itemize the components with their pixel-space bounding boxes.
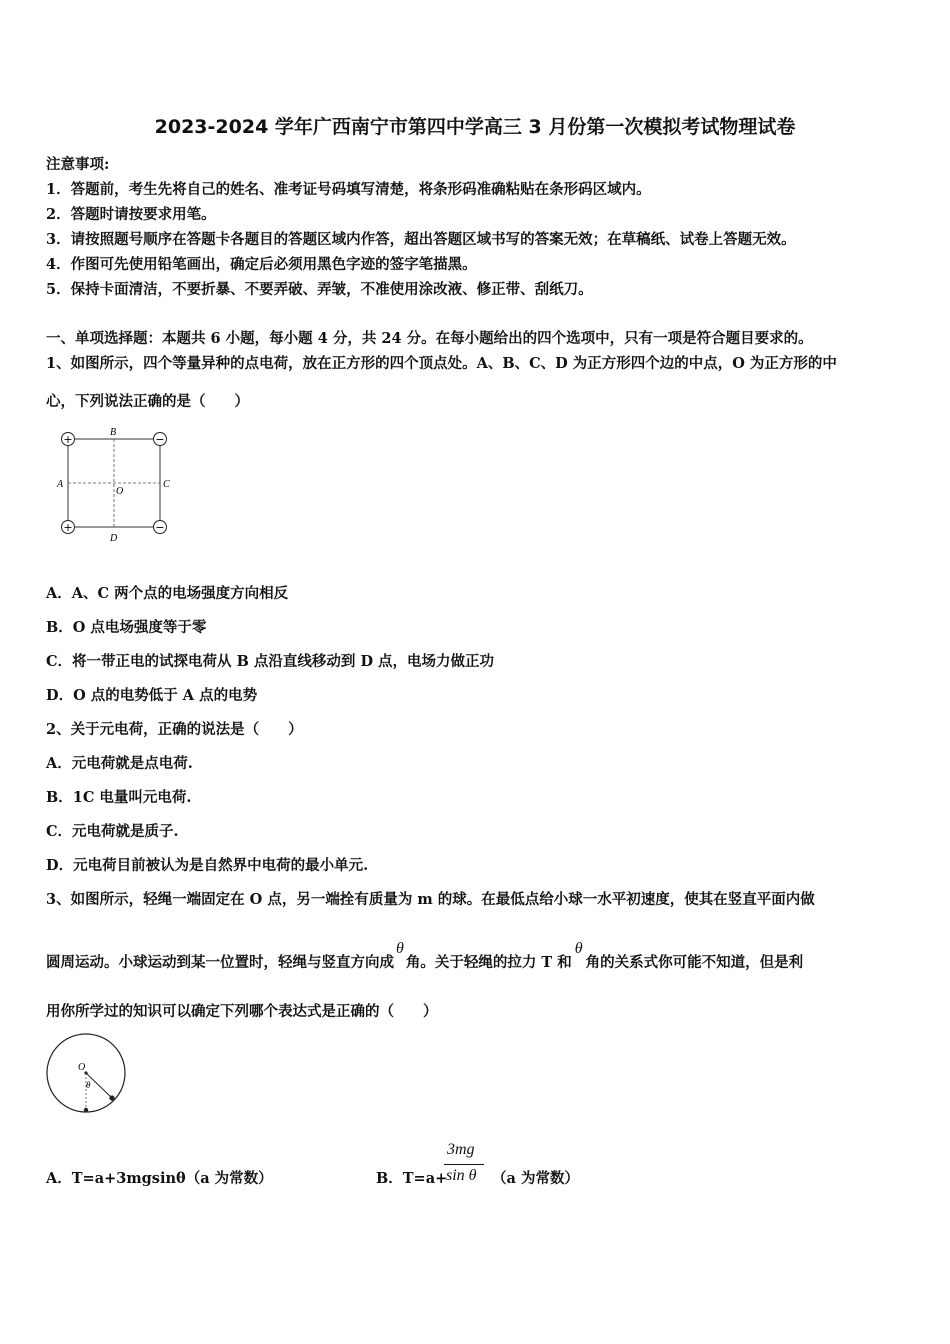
notice-item: 5．保持卡面清洁，不要折暴、不要弄破、弄皱，不准使用涂改液、修正带、刮纸刀。 — [46, 281, 593, 298]
question-stem: 1、如图所示，四个等量异种的点电荷，放在正方形的四个顶点处。A、B、C、D 为正方形四个边的中点，O 为正方形的中 — [46, 355, 837, 372]
option-d: D．O 点的电势低于 A 点的电势 — [46, 687, 258, 704]
fraction-numerator: 3mg — [447, 1141, 475, 1158]
square-charges-figure — [54, 424, 178, 546]
ball-icon — [109, 1095, 114, 1100]
notice-item: 3．请按照题号顺序在答题卡各题目的答题区域内作答，超出答题区域书写的答案无效；在草稿纸、试卷上答题无效。 — [46, 231, 796, 248]
notice-heading: 注意事项: — [46, 156, 110, 173]
negative-charge-icon — [154, 521, 167, 535]
negative-charge-icon — [154, 433, 167, 447]
label-c: C — [163, 479, 170, 490]
question-stem: 2、关于元电荷，正确的说法是（ ） — [46, 721, 303, 738]
option-a: A．T=a+3mgsinθ（a 为常数） — [46, 1170, 273, 1187]
label-d: D — [110, 533, 118, 544]
option-b: B．O 点电场强度等于零 — [46, 619, 207, 636]
label-o: O — [78, 1062, 86, 1073]
theta-symbol: θ — [396, 940, 404, 957]
option-b-suffix: （a 为常数） — [492, 1170, 579, 1187]
notice-item: 1．答题前，考生先将自己的姓名、准考证号码填写清楚，将条形码准确粘贴在条形码区域内。 — [46, 181, 651, 198]
notice-item: 2．答题时请按要求用笔。 — [46, 206, 216, 223]
svg-text:−: − — [155, 433, 165, 446]
fraction-denominator: sin θ — [446, 1167, 477, 1184]
option-b: B．T=a+ — [376, 1170, 448, 1187]
notice-item: 4．作图可先使用铅笔画出，确定后必须用黑色字迹的签字笔描黑。 — [46, 256, 477, 273]
option-d: D．元电荷目前被认为是自然界中电荷的最小单元. — [46, 857, 369, 874]
option-c: C．将一带正电的试探电荷从 B 点沿直线移动到 D 点，电场力做正功 — [46, 653, 495, 670]
option-b: B．1C 电量叫元电荷. — [46, 789, 192, 806]
section-heading: 一、单项选择题：本题共 6 小题，每小题 4 分，共 24 分。在每小题给出的四个选项中，只有一项是符合题目要求的。 — [46, 330, 813, 347]
theta-symbol: θ — [574, 940, 583, 957]
question-stem: 圆周运动。小球运动到某一位置时，轻绳与竖直方向成θ角。关于轻绳的拉力 T 和θ角的关系式你可能不知道，但是利 — [46, 940, 804, 971]
label-theta: θ — [86, 1080, 91, 1090]
svg-text:−: − — [155, 521, 165, 534]
option-a: A．元电荷就是点电荷. — [46, 755, 193, 772]
circular-motion-figure — [40, 1032, 132, 1116]
fraction-bar — [444, 1164, 484, 1165]
question-stem: 3、如图所示，轻绳一端固定在 O 点，另一端拴有质量为 m 的球。在最低点给小球一水平初速度，使其在竖直平面内做 — [46, 891, 815, 908]
question-stem: 用你所学过的知识可以确定下列哪个表达式是正确的（ ） — [46, 1003, 438, 1020]
svg-text:+: + — [63, 433, 73, 446]
page-title: 2023-2024 学年广西南宁市第四中学高三 3 月份第一次模拟考试物理试卷 — [154, 116, 796, 138]
question-stem: 心，下列说法正确的是（ ） — [46, 393, 249, 410]
option-a: A．A、C 两个点的电场强度方向相反 — [46, 585, 289, 602]
label-b: B — [110, 427, 117, 438]
label-o: O — [116, 486, 124, 497]
label-a: A — [57, 479, 64, 490]
svg-text:+: + — [63, 521, 73, 534]
option-c: C．元电荷就是质子. — [46, 823, 179, 840]
positive-charge-icon — [62, 521, 75, 535]
positive-charge-icon — [62, 433, 75, 447]
